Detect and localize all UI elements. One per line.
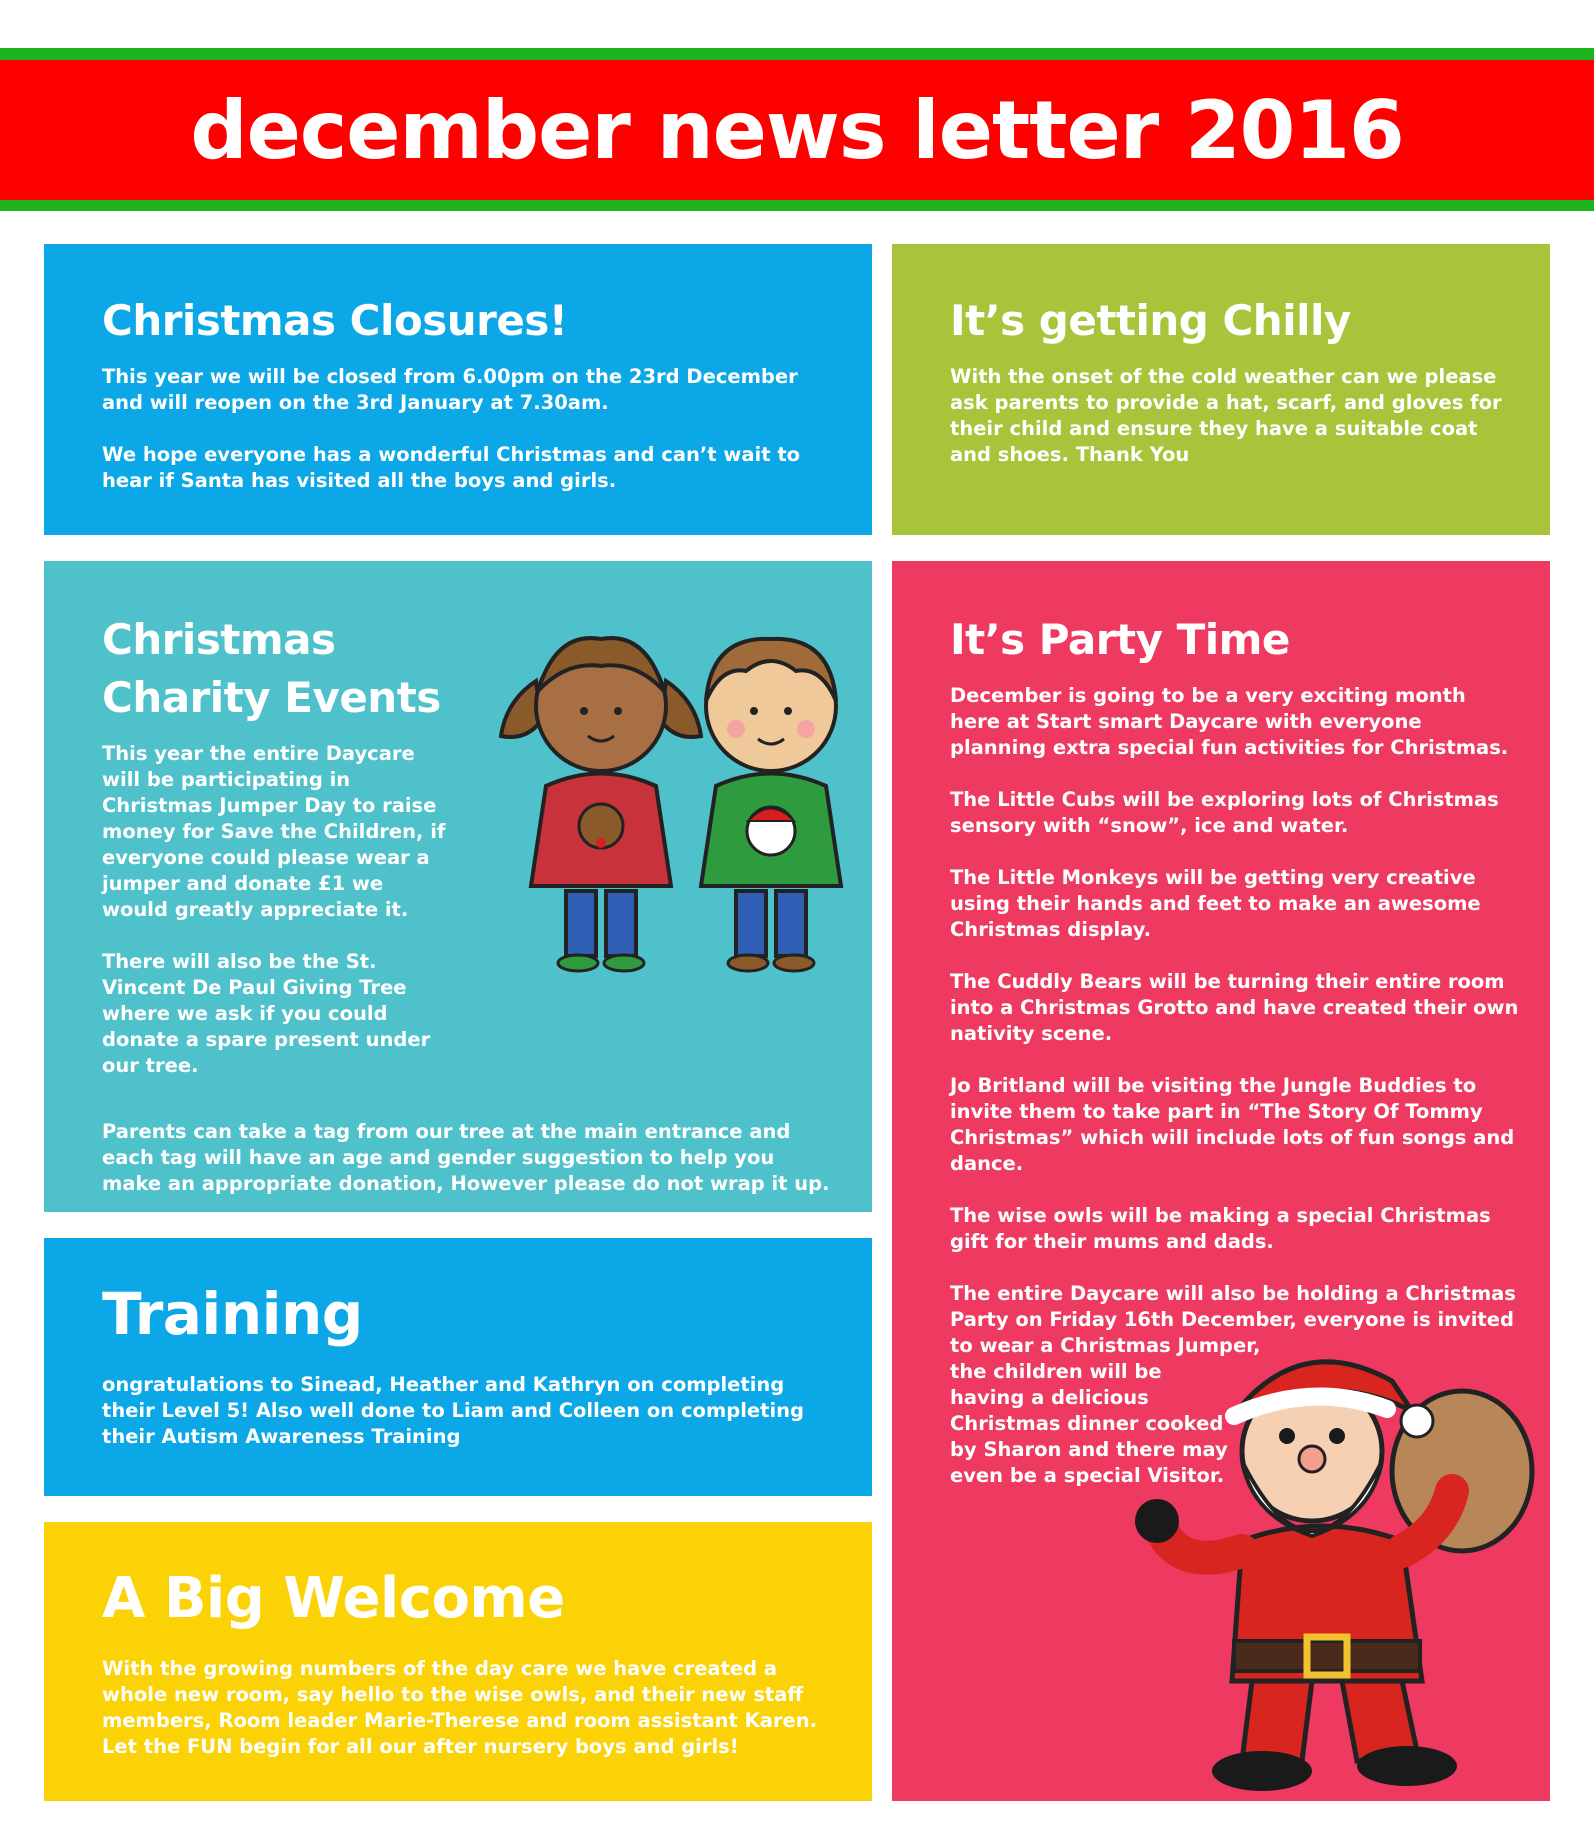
party-time-panel (892, 561, 1550, 1801)
boy-figure (701, 639, 841, 971)
training-paragraph-1: ongratulations to Sinead, Heather and Kathryn on completing their Level 5! Also well done to Liam and Colleen on completing their Autism Awareness Training (102, 1373, 804, 1448)
header-banner (0, 48, 1594, 211)
big-welcome-panel (44, 1522, 872, 1801)
big-welcome-heading: A Big Welcome (102, 1566, 565, 1631)
header-banner-red-band (0, 60, 1594, 200)
newsletter-title: december news letter 2016 (190, 83, 1404, 177)
party-paragraph-1: December is going to be a very exciting month here at Start smart Daycare with everyone planning extra special fun activities for Christmas. (950, 684, 1509, 759)
training-heading: Training (102, 1280, 363, 1348)
getting-chilly-panel (892, 244, 1550, 535)
charity-events-heading: Christmas Charity Events (102, 615, 441, 722)
charity-paragraph-3: Parents can take a tag from our tree at the main entrance and each tag will have an age and gender suggestion to help you make an appropriate donation, However please do not wrap it up. (102, 1120, 830, 1195)
christmas-closures-panel (44, 244, 872, 535)
party-paragraph-5: Jo Britland will be visiting the Jungle Buddies to invite them to take part in “The Story Of Tommy Christmas” which will include lots of fun songs and dance. (950, 1074, 1515, 1175)
closures-paragraph-1: This year we will be closed from 6.00pm on the 23rd December and will reopen on the 3rd January at 7.30am. (102, 365, 798, 414)
christmas-closures-heading: Christmas Closures! (102, 296, 568, 345)
welcome-paragraph-1: With the growing numbers of the day care we have created a whole new room, say hello to the wise owls, and their new staff members, Room leader Marie-Therese and room assistant Karen. Let the FUN begin for all our after nursery boys and girls! (102, 1657, 818, 1758)
santa-claus-illustration (1122, 1341, 1542, 1801)
party-paragraph-7-narrow: the children will be having a delicious Christmas dinner cooked by Sharon and there may even be a special Visitor. (950, 1360, 1228, 1487)
charity-events-panel (44, 561, 872, 1212)
girl-figure (501, 638, 701, 971)
charity-paragraph-1: This year the entire Daycare will be participating in Christmas Jumper Day to raise money for Save the Children, if everyone could please wear a jumper and donate £1 we would greatly appreciate it. (102, 742, 446, 921)
training-panel (44, 1238, 872, 1496)
children-in-christmas-jumpers-illustration (496, 621, 866, 981)
party-paragraph-7-wide: The entire Daycare will also be holding a Christmas Party on Friday 16th December, everyone is invited to wear a Christmas Jumper, (950, 1282, 1516, 1357)
chilly-paragraph-1: With the onset of the cold weather can we please ask parents to provide a hat, scarf, and gloves for their child and ensure they have a suitable coat and shoes. Thank You (950, 365, 1502, 466)
party-paragraph-6: The wise owls will be making a special Christmas gift for their mums and dads. (950, 1204, 1491, 1253)
party-time-heading: It’s Party Time (950, 615, 1290, 664)
charity-paragraph-2: There will also be the St. Vincent De Paul Giving Tree where we ask if you could donate a spare present under our tree. (102, 950, 431, 1077)
getting-chilly-heading: It’s getting Chilly (950, 296, 1351, 345)
closures-paragraph-2: We hope everyone has a wonderful Christmas and can’t wait to hear if Santa has visited all the boys and girls. (102, 443, 801, 492)
party-paragraph-4: The Cuddly Bears will be turning their entire room into a Christmas Grotto and have created their own nativity scene. (950, 970, 1519, 1045)
party-paragraph-2: The Little Cubs will be exploring lots of Christmas sensory with “snow”, ice and water. (950, 788, 1499, 837)
party-paragraph-3: The Little Monkeys will be getting very creative using their hands and feet to make an awesome Christmas display. (950, 866, 1481, 941)
